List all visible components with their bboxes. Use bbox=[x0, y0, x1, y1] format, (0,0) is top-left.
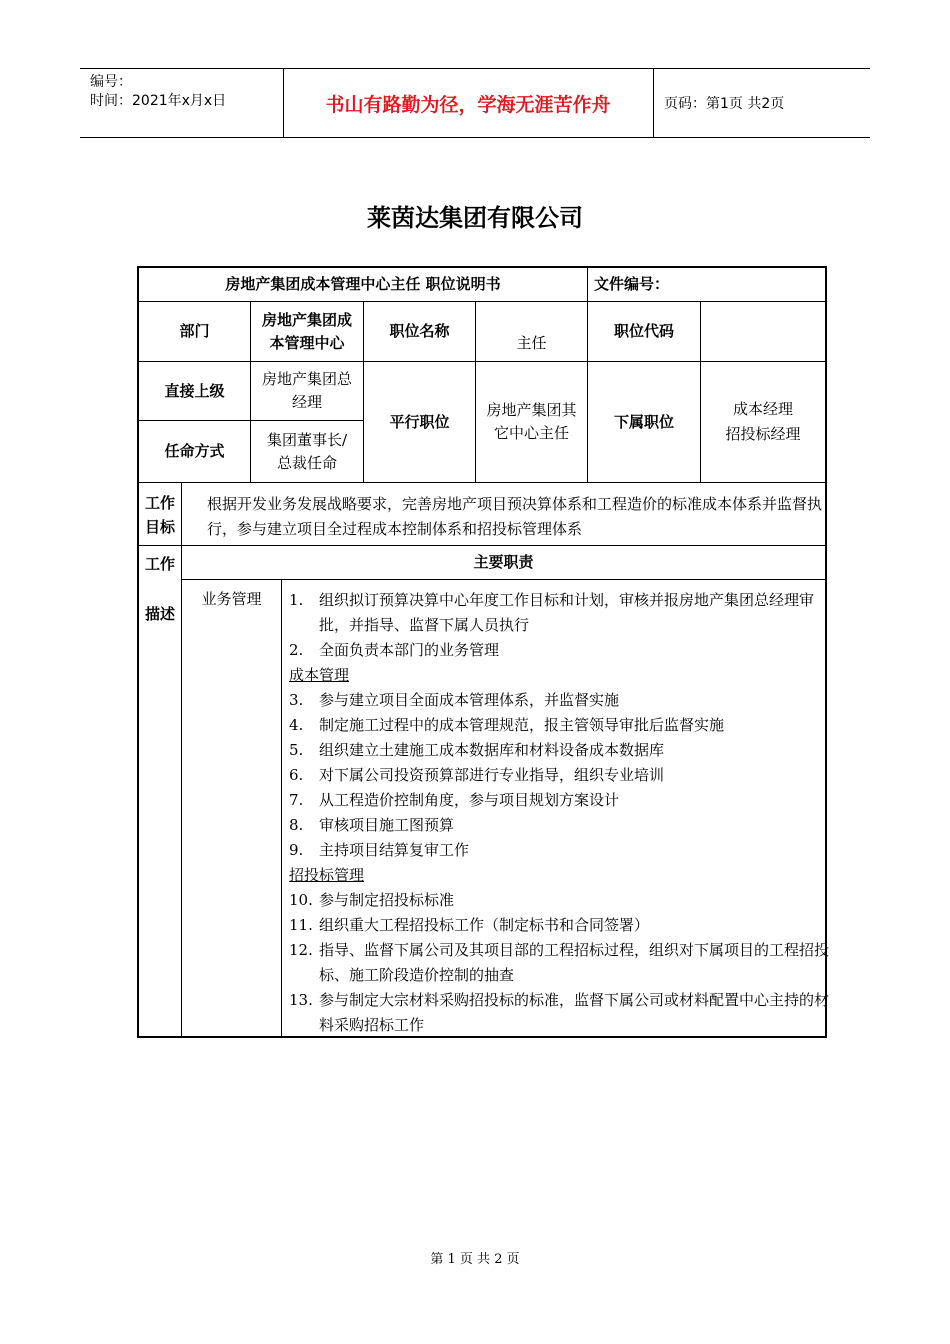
appoint-value: 集团董事长/总裁任命 bbox=[266, 430, 348, 472]
duty-text: 制定施工过程中的成本管理规范，报主管领导审批后监督实施 bbox=[319, 716, 725, 734]
duty-number: 1. bbox=[289, 591, 304, 609]
motto: 书山有路勤为径，学海无涯苦作舟 bbox=[325, 93, 611, 116]
parallel-label: 平行职位 bbox=[389, 412, 450, 431]
duty-text: 参与制定大宗材料采购招投标的标准，监督下属公司或材料配置中心主持的材料采购招标工作 bbox=[319, 991, 830, 1034]
position-name-value: 主任 bbox=[516, 334, 547, 352]
duty-item bbox=[289, 938, 829, 988]
duty-item bbox=[289, 763, 829, 788]
position-code-value bbox=[701, 302, 825, 361]
duty-item bbox=[289, 738, 829, 763]
subordinate-value bbox=[701, 362, 825, 482]
duty-number: 12. bbox=[289, 941, 313, 959]
dept-label: 部门 bbox=[179, 322, 210, 340]
duty-text: 全面负责本部门的业务管理 bbox=[319, 641, 500, 659]
duty-section-heading: 招投标管理 bbox=[289, 866, 365, 884]
duty-number: 9. bbox=[289, 841, 304, 859]
duty-item bbox=[289, 713, 829, 738]
duty-text: 对下属公司投资预算部进行专业指导，组织专业培训 bbox=[319, 766, 665, 784]
duty-number: 2. bbox=[289, 641, 304, 659]
duty-item bbox=[289, 988, 829, 1038]
duties-list bbox=[289, 588, 829, 1038]
duty-text: 组织拟订预算决算中心年度工作目标和计划，审核并报房地产集团总经理审批，并指导、监督下属人员执行 bbox=[319, 591, 815, 634]
duty-text: 参与建立项目全面成本管理体系，并监督实施 bbox=[319, 691, 620, 709]
duty-number: 10. bbox=[289, 891, 313, 909]
duty-item bbox=[289, 588, 829, 638]
superior-value: 房地产集团总经理 bbox=[261, 370, 352, 411]
appoint-label: 任命方式 bbox=[164, 442, 225, 460]
subordinate-item: 成本经理 bbox=[732, 400, 793, 418]
page-header bbox=[80, 68, 870, 138]
duty-item bbox=[289, 913, 829, 938]
duty-text: 从工程造价控制角度，参与项目规划方案设计 bbox=[319, 791, 620, 809]
duty-text: 指导、监督下属公司及其项目部的工程招标过程，组织对下属项目的工程招投标、施工阶段造价控制的抽查 bbox=[319, 941, 830, 984]
subordinate-item: 招投标经理 bbox=[725, 425, 801, 443]
duty-text: 参与制定招投标标准 bbox=[319, 891, 455, 909]
duty-item bbox=[289, 638, 829, 663]
goal-label: 工作 目标 bbox=[144, 494, 175, 536]
duty-number: 4. bbox=[289, 716, 304, 734]
number-label: 编号： bbox=[90, 74, 132, 90]
duty-number: 7. bbox=[289, 791, 304, 809]
duty-text: 组织建立土建施工成本数据库和材料设备成本数据库 bbox=[319, 741, 665, 759]
superior-label: 直接上级 bbox=[164, 381, 225, 400]
duty-number: 5. bbox=[289, 741, 304, 759]
duty-text: 审核项目施工图预算 bbox=[319, 816, 455, 834]
desc-label-2: 描述 bbox=[144, 604, 175, 623]
goal-text: 根据开发业务发展战略要求，完善房地产项目预决算体系和工程造价的标准成本体系并监督执行，参与建立项目全过程成本控制体系和招投标管理体系 bbox=[207, 495, 823, 538]
duty-item bbox=[289, 813, 829, 838]
job-description-table bbox=[137, 266, 830, 1038]
duty-text: 组织重大工程招投标工作（制定标书和合同签署） bbox=[319, 916, 650, 934]
duty-number: 13. bbox=[289, 991, 313, 1009]
page-footer: 第 1 页 共 2 页 bbox=[430, 1252, 520, 1267]
page-info: 页码：第1页 共2页 bbox=[664, 96, 785, 112]
duty-text: 主持项目结算复审工作 bbox=[319, 841, 470, 859]
duty-number: 6. bbox=[289, 766, 304, 784]
duty-item bbox=[289, 888, 829, 913]
time-label: 时间：2021年x月x日 bbox=[90, 93, 227, 109]
doc-heading: 房地产集团成本管理中心主任 职位说明书 bbox=[225, 275, 501, 293]
duty-item bbox=[289, 838, 829, 863]
file-number-label: 文件编号： bbox=[594, 275, 670, 293]
duty-number: 11. bbox=[289, 916, 313, 934]
position-name-label: 职位名称 bbox=[389, 322, 450, 340]
main-duties-heading: 主要职责 bbox=[473, 553, 534, 571]
duty-item bbox=[289, 688, 829, 713]
duty-category: 业务管理 bbox=[201, 589, 262, 608]
position-code-label: 职位代码 bbox=[613, 322, 674, 340]
header-meta bbox=[90, 73, 226, 111]
desc-label-1: 工作 bbox=[144, 554, 175, 573]
company-title: 莱茵达集团有限公司 bbox=[367, 204, 583, 232]
subordinate-label: 下属职位 bbox=[613, 412, 674, 431]
duty-number: 3. bbox=[289, 691, 304, 709]
dept-value: 房地产集团成本管理中心 bbox=[261, 310, 352, 352]
duty-section-heading: 成本管理 bbox=[289, 666, 350, 684]
duty-item bbox=[289, 788, 829, 813]
parallel-value: 房地产集团其它中心主任 bbox=[486, 401, 577, 442]
duty-number: 8. bbox=[289, 816, 304, 834]
